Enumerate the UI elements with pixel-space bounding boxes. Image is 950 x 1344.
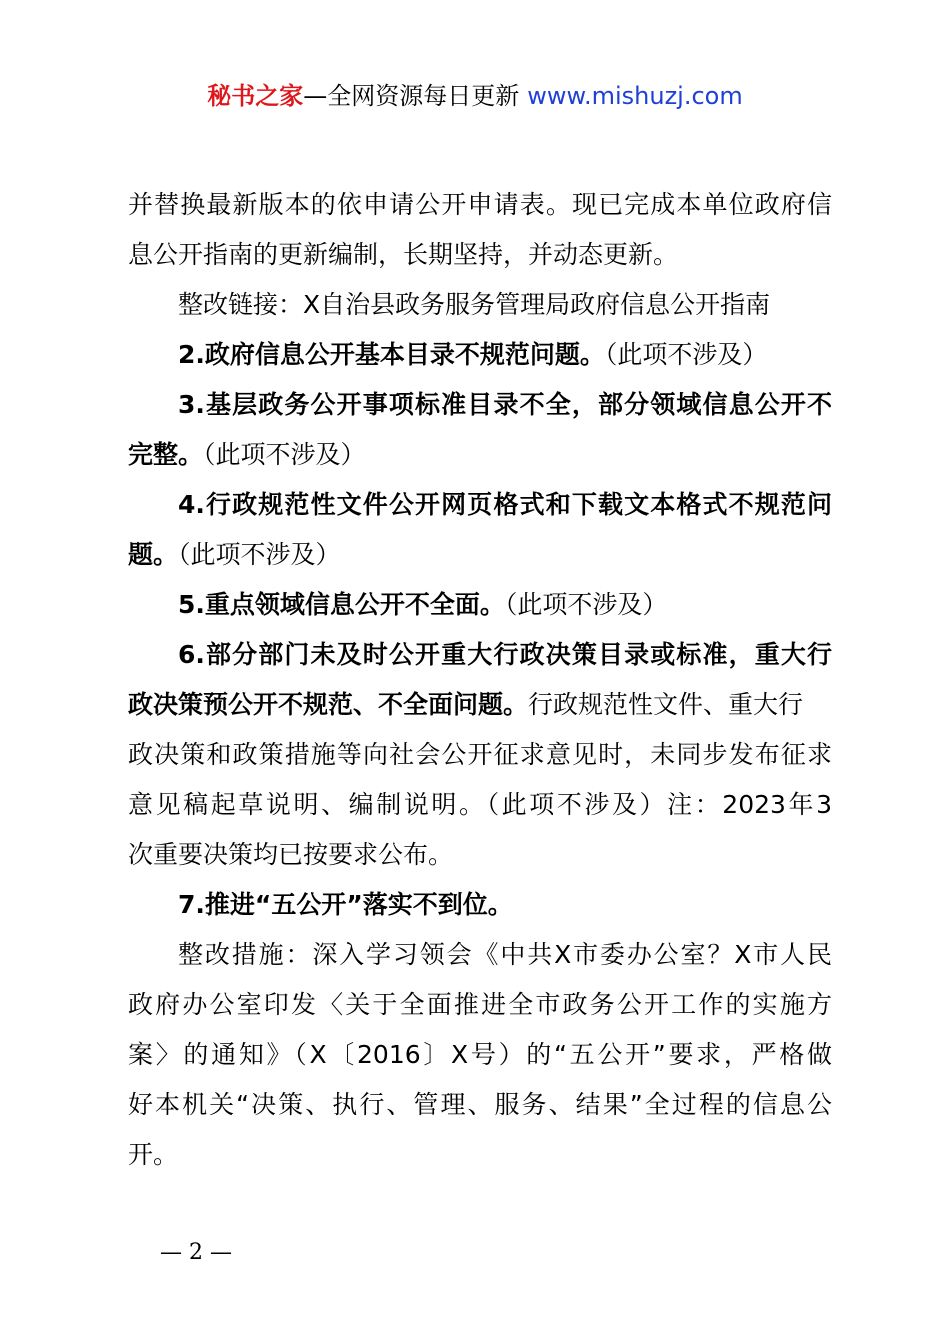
item-7: 7.推进“五公开”落实不到位。 <box>178 890 513 919</box>
page-number: — 2 — <box>160 1240 232 1265</box>
header-slogan: —全网资源每日更新 <box>303 82 520 110</box>
document-body <box>128 180 832 1180</box>
item-3: 3.基层政务公开事项标准目录不全，部分领域信息公开不 完整。（此项不涉及） <box>128 390 832 469</box>
item-5: 5.重点领域信息公开不全面。（此项不涉及） <box>178 590 668 619</box>
paragraph-continuation: 并替换最新版本的依申请公开申请表。现已完成本单位政府信 息公开指南的更新编制，长期坚持，并动态更新。 <box>128 190 832 269</box>
brand-name: 秘书之家 <box>207 82 304 110</box>
item-6: 6.部分部门未及时公开重大行政决策目录或标准，重大行 政决策预公开不规范、不全面问题。行政规范性文件、重大行 政决策和政策措施等向社会公开征求意见时，未同步发布征求 意见稿起草说明、编制说明。（此项不涉及）注：2023年3 次重要决策均已按要求公布。 <box>128 640 832 869</box>
rectification-link: 整改链接：X自治县政务服务管理局政府信息公开指南 <box>178 290 771 319</box>
item-2: 2.政府信息公开基本目录不规范问题。（此项不涉及） <box>178 340 768 369</box>
item-4: 4.行政规范性文件公开网页格式和下载文本格式不规范问 题。（此项不涉及） <box>128 490 832 569</box>
site-header <box>0 80 950 112</box>
rectification-measures: 整改措施：深入学习领会《中共X市委办公室？X市人民 政府办公室印发〈关于全面推进全市政务公开工作的实施方 案〉的通知》（X〔2016〕X号）的“五公开”要求，严格做 好本机关“决策、执行、管理、服务、结果”全过程的信息公 开。 <box>128 940 832 1169</box>
site-url[interactable]: www.mishuzj.com <box>527 82 743 110</box>
